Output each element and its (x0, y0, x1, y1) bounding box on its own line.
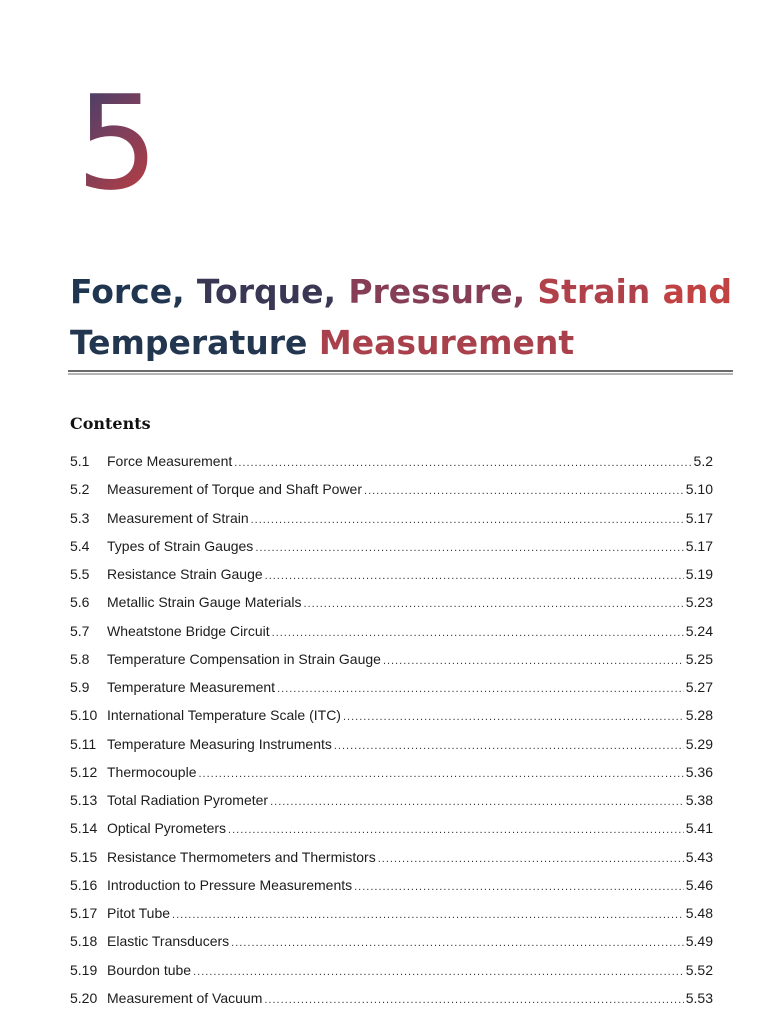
toc-entry-page: 5.10 (685, 481, 713, 498)
toc-dot-leader (272, 627, 684, 639)
chapter-title-word: Temperature (70, 323, 308, 362)
toc-entry[interactable] (70, 481, 713, 509)
toc-entry-page: 5.38 (685, 792, 713, 808)
toc-entry-page: 5.43 (685, 848, 713, 865)
toc-dot-leader (277, 683, 684, 695)
toc-entry-title: Resistance Thermometers and Thermistors (107, 848, 376, 865)
toc-dot-leader (199, 768, 684, 780)
chapter-title-line-1 (70, 266, 732, 317)
toc-dot-leader (255, 542, 683, 554)
toc-entry-number: 5.2 (70, 481, 90, 498)
toc-entry-page: 5.24 (685, 622, 713, 639)
toc-entry-title: Total Radiation Pyrometer (107, 792, 269, 808)
toc-entry[interactable] (70, 792, 713, 820)
toc-entry-number: 5.7 (70, 622, 90, 639)
chapter-title-word: Pressure, (348, 272, 526, 311)
toc-entry-number: 5.16 (70, 876, 98, 893)
toc-entry[interactable] (70, 453, 713, 481)
toc-dot-leader (304, 598, 684, 610)
toc-dot-leader (378, 853, 684, 865)
toc-dot-leader (251, 514, 684, 526)
toc-entry-page: 5.53 (685, 989, 713, 1006)
chapter-title-line-2 (70, 317, 732, 368)
toc-entry[interactable] (70, 962, 713, 990)
toc-dot-leader (264, 994, 683, 1006)
chapter-title-word: and (662, 272, 732, 311)
toc-entry-title: Types of Strain Gauges (107, 537, 254, 554)
toc-entry[interactable] (70, 990, 713, 1018)
toc-entry-page: 5.48 (685, 905, 713, 921)
toc-entry-number: 5.17 (70, 905, 98, 921)
toc-entry-number: 5.3 (70, 509, 90, 526)
toc-entry-number: 5.14 (70, 820, 98, 837)
toc-dot-leader (270, 796, 684, 808)
toc-entry-page: 5.46 (685, 876, 713, 893)
toc-entry-page: 5.2 (693, 453, 713, 469)
toc-dot-leader (265, 570, 684, 582)
toc-entry-number: 5.12 (70, 763, 98, 780)
toc-entry-page: 5.19 (685, 566, 713, 582)
chapter-title (70, 266, 732, 368)
toc-entry[interactable] (70, 679, 713, 707)
toc-entry-title: Measurement of Vacuum (107, 989, 263, 1006)
toc-entry-title: Temperature Compensation in Strain Gauge (107, 650, 381, 667)
toc-entry-title: Pitot Tube (107, 905, 171, 921)
toc-entry-title: Thermocouple (107, 763, 197, 780)
toc-entry-page: 5.52 (685, 961, 713, 978)
title-divider (68, 370, 733, 375)
toc-entry[interactable] (70, 877, 713, 905)
toc-entry[interactable] (70, 538, 713, 566)
toc-entry-title: Resistance Strain Gauge (107, 566, 263, 582)
toc-entry-number: 5.4 (70, 537, 90, 554)
toc-entry-page: 5.17 (685, 537, 713, 554)
toc-entry-number: 5.13 (70, 792, 98, 808)
toc-entry-title: Introduction to Pressure Measurements (107, 876, 353, 893)
toc-entry-title: Elastic Transducers (107, 933, 230, 950)
contents-heading: Contents (70, 414, 151, 433)
toc-entry-number: 5.19 (70, 961, 98, 978)
toc-entry-number: 5.18 (70, 933, 98, 950)
toc-entry-title: Optical Pyrometers (107, 820, 227, 837)
toc-entry-page: 5.49 (685, 933, 713, 950)
toc-entry-page: 5.27 (685, 679, 713, 695)
toc-dot-leader (364, 485, 684, 497)
chapter-title-word: Measurement (318, 323, 575, 362)
toc-entry-page: 5.29 (685, 735, 713, 752)
toc-dot-leader (334, 740, 684, 752)
toc-entry-number: 5.10 (70, 707, 98, 724)
chapter-title-word: Force, (70, 272, 185, 311)
toc-entry-number: 5.15 (70, 848, 98, 865)
toc-entry-number: 5.6 (70, 594, 90, 611)
toc-entry[interactable] (70, 594, 713, 622)
toc-entry[interactable] (70, 510, 713, 538)
toc-dot-leader (228, 824, 684, 836)
toc-entry[interactable] (70, 566, 713, 594)
toc-entry[interactable] (70, 707, 713, 735)
chapter-title-word: Torque, (196, 272, 337, 311)
toc-dot-leader (343, 711, 684, 723)
toc-entry-title: Measurement of Strain (107, 509, 249, 526)
toc-entry-page: 5.23 (685, 594, 713, 611)
toc-entry-title: Measurement of Torque and Shaft Power (107, 481, 363, 498)
chapter-title-word: Strain (537, 272, 651, 311)
toc-entry-page: 5.41 (685, 820, 713, 837)
toc-dot-leader (231, 937, 684, 949)
toc-entry[interactable] (70, 849, 713, 877)
toc-entry-number: 5.9 (70, 679, 90, 695)
table-of-contents (70, 453, 713, 1018)
toc-dot-leader (234, 457, 691, 469)
toc-entry-page: 5.36 (685, 763, 713, 780)
toc-entry[interactable] (70, 905, 713, 933)
toc-entry-number: 5.8 (70, 650, 90, 667)
toc-entry-number: 5.5 (70, 566, 90, 582)
toc-entry-title: Temperature Measurement (107, 679, 276, 695)
toc-entry-title: Metallic Strain Gauge Materials (107, 594, 302, 611)
toc-entry-title: Bourdon tube (107, 961, 192, 978)
toc-entry[interactable] (70, 651, 713, 679)
toc-dot-leader (193, 966, 684, 978)
toc-entry[interactable] (70, 933, 713, 961)
toc-entry[interactable] (70, 736, 713, 764)
toc-entry-page: 5.17 (685, 509, 713, 526)
toc-dot-leader (354, 881, 684, 893)
toc-entry[interactable] (70, 623, 713, 651)
toc-entry-title: Wheatstone Bridge Circuit (107, 622, 270, 639)
toc-entry[interactable] (70, 764, 713, 792)
toc-entry-title: Temperature Measuring Instruments (107, 735, 332, 752)
toc-entry[interactable] (70, 820, 713, 848)
toc-dot-leader (383, 655, 684, 667)
toc-entry-page: 5.25 (685, 650, 713, 667)
toc-entry-title: International Temperature Scale (ITC) (107, 707, 341, 724)
toc-entry-number: 5.1 (70, 453, 90, 469)
toc-dot-leader (172, 909, 684, 921)
toc-entry-number: 5.11 (70, 735, 97, 752)
toc-entry-title: Force Measurement (107, 453, 233, 469)
toc-entry-number: 5.20 (70, 989, 98, 1006)
chapter-number: 5 (76, 67, 157, 219)
toc-entry-page: 5.28 (685, 707, 713, 724)
